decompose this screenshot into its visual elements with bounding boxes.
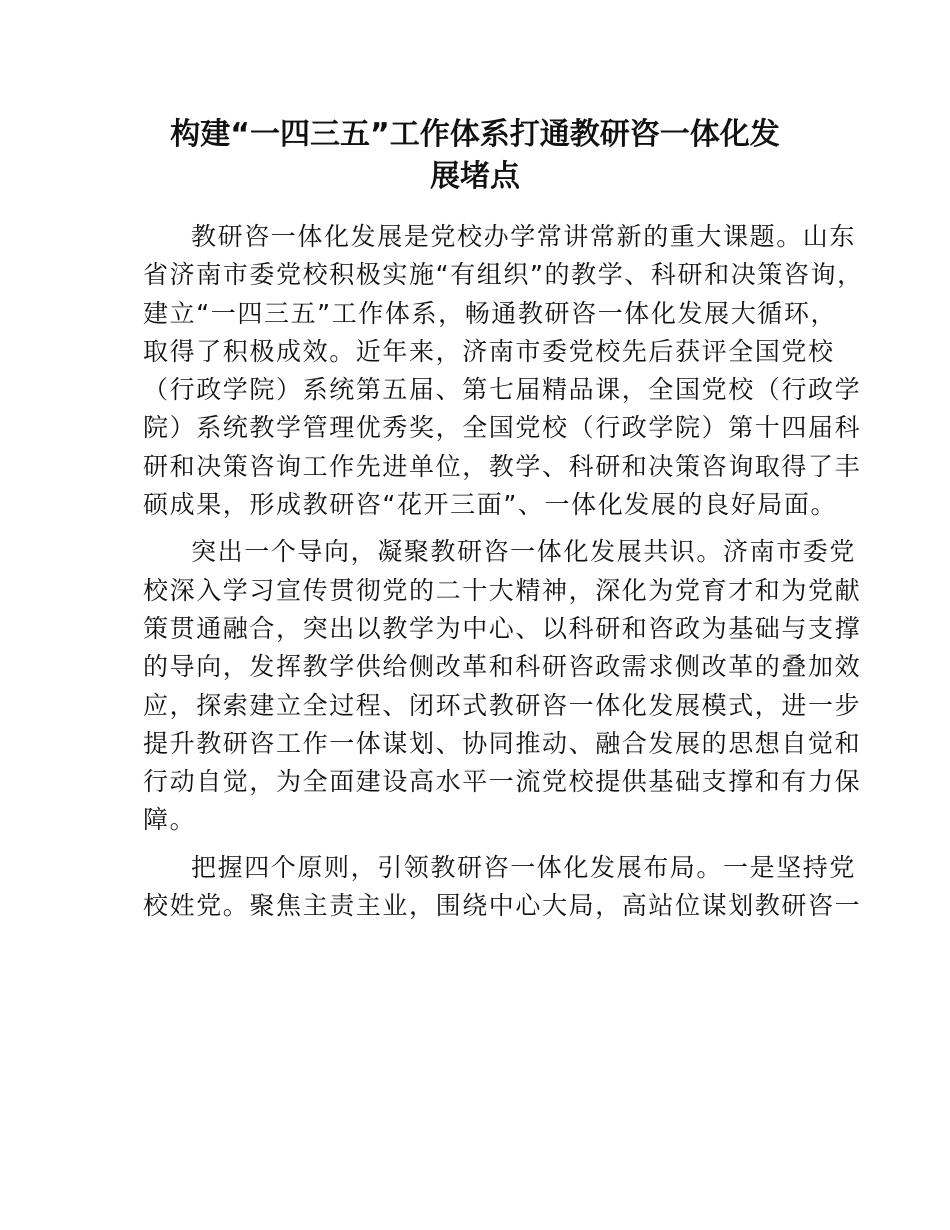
paragraph-principles — [143, 849, 862, 926]
text-line: 硕成果，形成教研咨“花开三面”、一体化发展的良好局面。 — [143, 490, 838, 520]
text-line: 把握四个原则，引领教研咨一体化发展布局。一是坚持党 — [191, 852, 857, 882]
text-line: 突出一个导向，凝聚教研咨一体化发展共识。济南市委党 — [191, 537, 857, 567]
text-line: 校深入学习宣传贯彻党的二十大精神，深化为党育才和为党献 — [143, 575, 862, 605]
text-line: 策贯通融合，突出以教学为中心、以科研和咨政为基础与支撑 — [143, 613, 862, 643]
paragraph-intro — [143, 218, 864, 524]
text-line: 校姓党。聚焦主责主业，围绕中心大局，高站位谋划教研咨一 — [143, 891, 862, 921]
title-line: 展堵点 — [430, 159, 520, 194]
text-line: 教研咨一体化发展是党校办学常讲常新的重大课题。山东 — [191, 222, 857, 251]
title-line: 构建“一四三五”工作体系打通教研咨一体化发 — [170, 117, 780, 152]
text-line: 的导向，发挥教学供给侧改革和科研咨政需求侧改革的叠加效 — [143, 652, 862, 682]
document-body — [143, 218, 864, 934]
paragraph-orientation — [143, 533, 862, 839]
text-line: 应，探索建立全过程、闭环式教研咨一体化发展模式，进一步 — [143, 690, 862, 720]
text-line: 取得了积极成效。近年来，济南市委党校先后获评全国党校 — [143, 336, 835, 366]
text-line: 院）系统教学管理优秀奖，全国党校（行政学院）第十四届科 — [143, 413, 862, 443]
text-line: 研和决策咨询工作先进单位，教学、科研和决策咨询取得了丰 — [143, 451, 862, 481]
text-line: 省济南市委党校积极实施“有组织”的教学、科研和决策咨询， — [143, 260, 864, 290]
text-line: 建立“一四三五”工作体系，畅通教研咨一体化发展大循环， — [143, 298, 838, 328]
text-line: 提升教研咨工作一体谋划、协同推动、融合发展的思想自觉和 — [143, 728, 862, 758]
text-line: （行政学院）系统第五届、第七届精品课，全国党校（行政学 — [143, 375, 862, 405]
document-title — [100, 114, 850, 198]
text-line: 行动自觉，为全面建设高水平一流党校提供基础支撑和有力保 — [143, 767, 862, 797]
text-line: 障。 — [143, 805, 197, 835]
